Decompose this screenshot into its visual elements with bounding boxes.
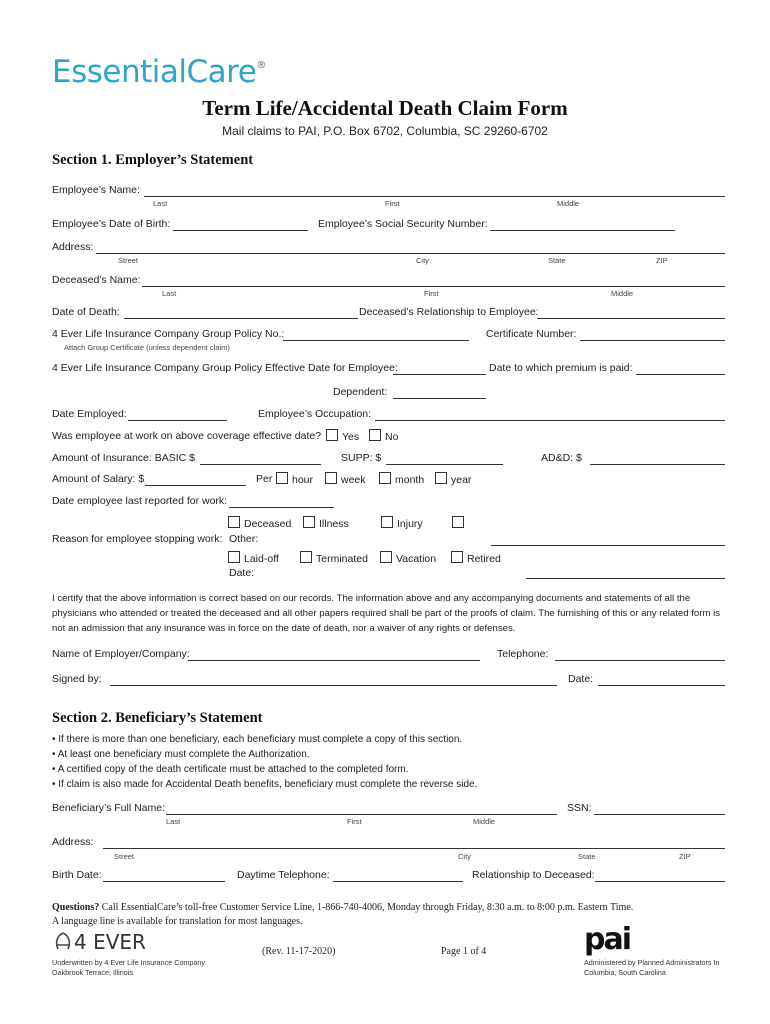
- birth-date-label: Birth Date:: [52, 869, 102, 881]
- bullet-3: • A certified copy of the death certificate must be attached to the completed form.: [52, 764, 409, 775]
- employer-telephone-label: Telephone:: [497, 648, 549, 660]
- bullet-1: • If there is more than one beneficiary, each beneficiary must complete a copy of this section.: [52, 734, 463, 745]
- birth-date-field[interactable]: [103, 881, 225, 882]
- salary-field[interactable]: [145, 485, 246, 486]
- laid-off-option[interactable]: [228, 551, 279, 565]
- beneficiary-first-hint: First: [347, 817, 362, 826]
- beneficiary-relationship-label: Relationship to Deceased:: [472, 869, 595, 881]
- retired-label: Retired: [467, 553, 501, 565]
- questions-line-1: [52, 902, 633, 913]
- dob-label: Employee’s Date of Birth:: [52, 218, 171, 230]
- hour-label: hour: [292, 474, 314, 486]
- retired-option[interactable]: [451, 551, 501, 565]
- reason-stopping-label: Reason for employee stopping work:: [52, 533, 223, 545]
- logo-text: EssentialCare: [52, 54, 257, 90]
- employer-name-field[interactable]: [188, 660, 480, 661]
- at-work-yes-option[interactable]: [326, 429, 359, 443]
- certificate-label: Certificate Number:: [486, 328, 577, 340]
- revision-date: (Rev. 11-17-2020): [262, 946, 336, 957]
- basic-amount-field[interactable]: [200, 464, 321, 465]
- four-ever-icon: [52, 932, 74, 952]
- ssn-field[interactable]: [490, 230, 675, 231]
- bullet-2: • At least one beneficiary must complete the Authorization.: [52, 749, 310, 760]
- at-work-question: Was employee at work on above coverage effective date?: [52, 430, 322, 442]
- other-reason-option[interactable]: [452, 516, 468, 530]
- deceased-name-label: Deceased’s Name:: [52, 274, 141, 286]
- beneficiary-address-label: Address:: [52, 836, 94, 848]
- beneficiary-zip-hint: ZIP: [679, 852, 691, 861]
- date-employed-label: Date Employed:: [52, 408, 127, 420]
- address-city-hint: City: [416, 256, 429, 265]
- administered-line-1: Administered by Planned Administrators In: [584, 958, 720, 967]
- other-reason-field[interactable]: [491, 545, 725, 546]
- deceased-name-field[interactable]: [142, 286, 725, 287]
- beneficiary-name-field[interactable]: [166, 814, 557, 815]
- illness-label: Illness: [319, 518, 349, 530]
- at-work-no-option[interactable]: [369, 429, 398, 443]
- signature-date-label: Date:: [568, 673, 594, 685]
- questions-line-2: A language line is available for translation for most languages.: [52, 916, 303, 927]
- certification-paragraph: I certify that the above information is correct based on our records. The information above and any accompanying documents and statements of all the physicians who attended or treated the deceased and all other papers required shall be part of the proofs of claim. The furnishing of this or any related form is not an admission that any insurance was in force on the date of death, nor a waiver of any rights or defenses.: [52, 593, 721, 634]
- employee-name-first-hint: First: [385, 199, 400, 208]
- mailing-address: Mail claims to PAI, P.O. Box 6702, Columbia, SC 29260-6702: [222, 124, 548, 138]
- page-number: Page 1 of 4: [441, 946, 487, 957]
- signature-date-field[interactable]: [598, 685, 725, 686]
- beneficiary-city-hint: City: [458, 852, 471, 861]
- stop-date-field[interactable]: [526, 578, 725, 579]
- week-option[interactable]: [325, 472, 366, 486]
- effective-date-field[interactable]: [393, 374, 486, 375]
- section2-heading: Section 2. Beneficiary’s Statement: [52, 710, 263, 726]
- relationship-label: Deceased’s Relationship to Employee:: [359, 306, 539, 318]
- underwritten-line-2: Oakbrook Terrace, Illinois: [52, 968, 133, 977]
- yes-checkbox[interactable]: [326, 429, 338, 441]
- attach-certificate-note: Attach Group Certificate (unless dependent claim): [64, 343, 230, 352]
- occupation-field[interactable]: [375, 420, 725, 421]
- essentialcare-logo: [52, 54, 266, 90]
- injury-checkbox[interactable]: [381, 516, 393, 528]
- employee-name-field[interactable]: [144, 196, 725, 197]
- no-label: No: [385, 431, 399, 443]
- premium-paid-label: Date to which premium is paid:: [489, 362, 633, 374]
- beneficiary-middle-hint: Middle: [473, 817, 496, 826]
- injury-option[interactable]: [381, 516, 423, 530]
- employee-name-last-hint: Last: [153, 199, 168, 208]
- dependent-label: Dependent:: [333, 386, 388, 398]
- deceased-option[interactable]: [228, 516, 291, 530]
- occupation-label: Employee’s Occupation:: [258, 408, 372, 420]
- effective-date-label: 4 Ever Life Insurance Company Group Policy Effective Date for Employee:: [52, 362, 398, 374]
- hour-checkbox[interactable]: [276, 472, 288, 484]
- pai-logo: pai: [584, 922, 631, 957]
- deceased-checkbox[interactable]: [228, 516, 240, 528]
- bullet-4: • If claim is also made for Accidental Death benefits, beneficiary must complete the reverse side.: [52, 779, 478, 790]
- month-checkbox[interactable]: [379, 472, 391, 484]
- signed-by-label: Signed by:: [52, 673, 102, 685]
- certificate-field[interactable]: [580, 340, 725, 341]
- other-reason-checkbox[interactable]: [452, 516, 464, 528]
- date-of-death-label: Date of Death:: [52, 306, 120, 318]
- dependent-field[interactable]: [393, 398, 486, 399]
- deceased-first-hint: First: [424, 289, 439, 298]
- no-checkbox[interactable]: [369, 429, 381, 441]
- hour-option[interactable]: [276, 472, 313, 486]
- four-ever-logo-text: 4 EVER: [74, 930, 146, 954]
- other-label: Other:: [229, 533, 259, 545]
- supp-amount-field[interactable]: [386, 464, 503, 465]
- beneficiary-last-hint: Last: [166, 817, 181, 826]
- vacation-option[interactable]: [380, 551, 436, 565]
- injury-label: Injury: [397, 518, 423, 530]
- terminated-checkbox[interactable]: [300, 551, 312, 563]
- week-label: week: [341, 474, 366, 486]
- address-street-hint: Street: [118, 256, 139, 265]
- week-checkbox[interactable]: [325, 472, 337, 484]
- relationship-field[interactable]: [537, 318, 725, 319]
- laid-off-checkbox[interactable]: [228, 551, 240, 563]
- employer-name-label: Name of Employer/Company:: [52, 648, 190, 660]
- employee-name-label: Employee’s Name:: [52, 184, 140, 196]
- illness-checkbox[interactable]: [303, 516, 315, 528]
- illness-option[interactable]: [303, 516, 349, 530]
- month-label: month: [395, 474, 425, 486]
- retired-checkbox[interactable]: [451, 551, 463, 563]
- form-title: Term Life/Accidental Death Claim Form: [202, 96, 568, 120]
- date-of-death-field[interactable]: [124, 318, 358, 319]
- yes-label: Yes: [342, 431, 360, 443]
- section1-heading: Section 1. Employer’s Statement: [52, 152, 254, 168]
- beneficiary-ssn-field[interactable]: [594, 814, 725, 815]
- beneficiary-relationship-field[interactable]: [595, 881, 725, 882]
- daytime-phone-label: Daytime Telephone:: [237, 869, 330, 881]
- policy-no-label: 4 Ever Life Insurance Company Group Policy No.:: [52, 328, 285, 340]
- vacation-label: Vacation: [396, 553, 437, 565]
- premium-paid-field[interactable]: [636, 374, 725, 375]
- salary-label: Amount of Salary: $: [52, 473, 145, 485]
- year-option[interactable]: [435, 472, 471, 486]
- signature-field[interactable]: [110, 685, 557, 686]
- address-field[interactable]: [96, 253, 725, 254]
- underwritten-line-1: Underwritten by 4 Ever Life Insurance Company: [52, 958, 206, 967]
- dob-field[interactable]: [173, 230, 308, 231]
- policy-no-field[interactable]: [283, 340, 469, 341]
- beneficiary-state-hint: State: [578, 852, 596, 861]
- stop-date-label: Date:: [229, 567, 255, 579]
- year-label: year: [451, 474, 472, 486]
- beneficiary-ssn-label: SSN:: [567, 802, 592, 814]
- deceased-last-hint: Last: [162, 289, 177, 298]
- registered-mark: ®: [256, 60, 266, 71]
- terminated-option[interactable]: [300, 551, 368, 565]
- terminated-label: Terminated: [316, 553, 368, 565]
- per-label: Per: [256, 473, 273, 485]
- deceased-label: Deceased: [244, 518, 292, 530]
- supp-label: SUPP: $: [341, 452, 382, 464]
- address-state-hint: State: [548, 256, 566, 265]
- administered-line-2: Columbia, South Carolina: [584, 968, 666, 977]
- beneficiary-address-field[interactable]: [103, 848, 725, 849]
- add-label: AD&D: $: [541, 452, 582, 464]
- employee-name-middle-hint: Middle: [557, 199, 580, 208]
- beneficiary-street-hint: Street: [114, 852, 135, 861]
- laid-off-label: Laid-off: [244, 553, 279, 565]
- last-reported-field[interactable]: [229, 507, 334, 508]
- amount-insurance-label: Amount of Insurance: BASIC $: [52, 452, 195, 464]
- deceased-middle-hint: Middle: [611, 289, 634, 298]
- questions-text: Call EssentialCare’s toll-free Customer Service Line, 1-866-740-4006, Monday through Friday, 8:30 a.m. to 8:00 p.m. Eastern Time.: [99, 902, 634, 913]
- ssn-label: Employee’s Social Security Number:: [318, 218, 488, 230]
- employer-telephone-field[interactable]: [555, 660, 725, 661]
- address-label: Address:: [52, 241, 94, 253]
- date-employed-field[interactable]: [128, 420, 227, 421]
- address-zip-hint: ZIP: [656, 256, 668, 265]
- add-amount-field[interactable]: [590, 464, 725, 465]
- daytime-phone-field[interactable]: [333, 881, 463, 882]
- four-ever-logo: [52, 930, 146, 954]
- questions-bold: Questions?: [52, 902, 100, 913]
- year-checkbox[interactable]: [435, 472, 447, 484]
- beneficiary-name-label: Beneficiary’s Full Name:: [52, 802, 166, 814]
- month-option[interactable]: [379, 472, 424, 486]
- vacation-checkbox[interactable]: [380, 551, 392, 563]
- last-reported-label: Date employee last reported for work:: [52, 495, 228, 507]
